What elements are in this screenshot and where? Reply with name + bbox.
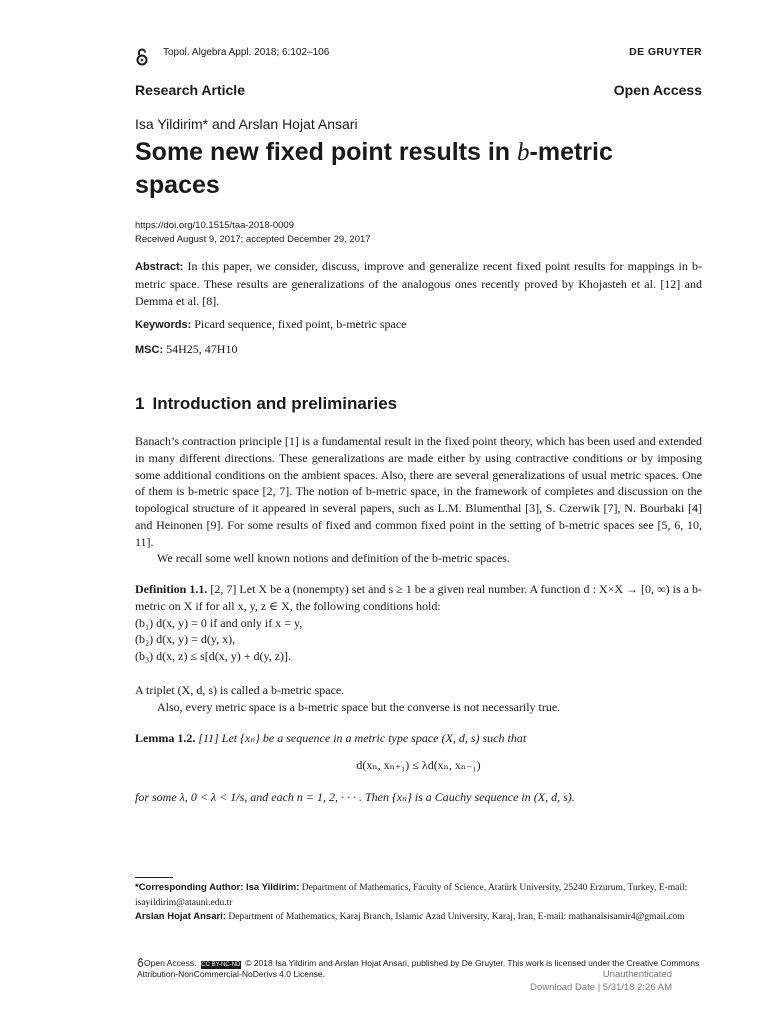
publisher-name: DE GRUYTER	[629, 46, 702, 58]
definition-condition: (b₂) d(x, y) = d(y, x),	[135, 632, 236, 647]
corresponding-author-text: Department of Mathematics, Faculty of Science, Atatürk University, 25240 Erzurum, Turkey, E-mail: isayildirim@atauni.edu.tr	[135, 883, 688, 908]
second-author-text: Department of Mathematics, Karaj Branch, Islamic Azad University, Karaj, Iran, E-mail: mathanalsisamir4@gmail.com	[228, 912, 685, 922]
section-number: 1	[135, 394, 145, 413]
article-type: Research Article	[135, 82, 245, 98]
remark-statement: Also, every metric space is a b-metric space but the converse is not necessarily true.	[157, 700, 561, 714]
title-part-1: Some new fixed point results in	[135, 138, 518, 166]
abstract-text: In this paper, we consider, discuss, improve and generalize recent fixed point results for mappings in b-metric space. These results are generalizations of the analogous ones recently proved by Khojasteh et al. [12] and Demma et al. [8].	[135, 259, 702, 308]
journal-citation: Topol. Algebra Appl. 2018; 6:102–106	[163, 47, 330, 58]
msc-label: MSC:	[135, 344, 164, 356]
keywords	[135, 316, 702, 334]
section-title: Introduction and preliminaries	[152, 394, 398, 413]
definition-label: Definition 1.1.	[135, 582, 208, 596]
lemma-text: [11] Let {xₙ} be a sequence in a metric type space (X, d, s) such that	[198, 731, 527, 745]
abstract	[135, 258, 702, 309]
doi-link[interactable]: https://doi.org/10.1515/taa-2018-0009	[135, 220, 294, 231]
keywords-text: Picard sequence, fixed point, b-metric space	[194, 317, 407, 331]
second-author-label: Arslan Hojat Ansari:	[135, 911, 226, 922]
open-access-label: Open Access	[613, 82, 702, 98]
authentication-status: Unauthenticated	[602, 969, 672, 980]
intro-paragraph: Banach’s contraction principle [1] is a fundamental result in the fixed point theory, which has been used and extended in many different directions. These generalizations are made either by using contractive conditions or by imposing some additional conditions on the ambient spaces. Also, there are several generalizations of usual metric spaces. One of them is b-metric space [2, 7]. The notion of b-metric space, in the framework of completes and discussion on the topological structure of it appeared in several papers, such as L.M. Blumenthal [3], S. Czerwik [7], N. Bourbaki [4] and Heinonen [9]. For some results of fixed and common fixed point in the setting of b-metric spaces see [5, 6, 10, 11].	[135, 434, 702, 549]
msc-classification	[135, 341, 702, 359]
paper-title	[135, 136, 702, 202]
lemma-equation: d(xₙ, xₙ₊₁) ≤ λd(xₙ, xₙ₋₁)	[356, 758, 481, 772]
download-date: Download Date | 5/31/18 2:26 AM	[530, 982, 672, 993]
definition-block	[135, 581, 702, 665]
open-access-small-icon	[137, 958, 144, 967]
recall-paragraph: We recall some well known notions and definition of the b-metric spaces.	[157, 551, 510, 565]
second-author-footnote	[135, 910, 702, 925]
received-dates: Received August 9, 2017; accepted December 29, 2017	[135, 234, 371, 245]
section-heading	[135, 394, 405, 414]
open-access-lock-icon	[135, 48, 149, 66]
abstract-label: Abstract:	[135, 261, 184, 273]
definition-condition: (b₁) d(x, y) = 0 if and only if x = y,	[135, 615, 303, 630]
license-text: © 2018 Isa Yildirim and Arslan Hojat Ansari, published by De Gruyter. This work is licensed under the Creative Commons Attribution-NonCommercial-NoDerivs 4.0 License.	[137, 958, 700, 979]
footnote-divider	[135, 877, 173, 878]
author-list: Isa Yildirim* and Arslan Hojat Ansari	[135, 116, 358, 132]
definition-condition: (b₃) d(x, z) ≤ s[d(x, y) + d(y, z)].	[135, 649, 292, 664]
title-part-2: -metric spaces	[135, 138, 613, 199]
triplet-statement: A triplet (X, d, s) is called a b-metric space.	[135, 683, 345, 697]
lemma-continuation: for some λ, 0 < λ < 1/s, and each n = 1, 2, · · · . Then {xₙ} is a Cauchy sequence in (X, d, s).	[135, 790, 575, 804]
keywords-label: Keywords:	[135, 319, 192, 331]
cc-license-badge[interactable]: CC BY-NC-ND	[201, 962, 241, 968]
license-open-access: Open Access.	[144, 958, 197, 968]
corresponding-author-label: *Corresponding Author: Isa Yildirim:	[135, 882, 300, 893]
definition-text: [2, 7] Let X be a (nonempty) set and s ≥ 1 be a given real number. A function d : X×X → [0, ∞) is a b-metric on X if for all x, y, z ∈ X, the following conditions hold:	[135, 582, 702, 613]
lemma-block	[135, 730, 702, 747]
msc-text: 54H25, 47H10	[166, 342, 238, 356]
lemma-label: Lemma 1.2.	[135, 731, 196, 745]
corresponding-author-footnote	[135, 881, 702, 910]
title-variable: b	[517, 139, 530, 166]
